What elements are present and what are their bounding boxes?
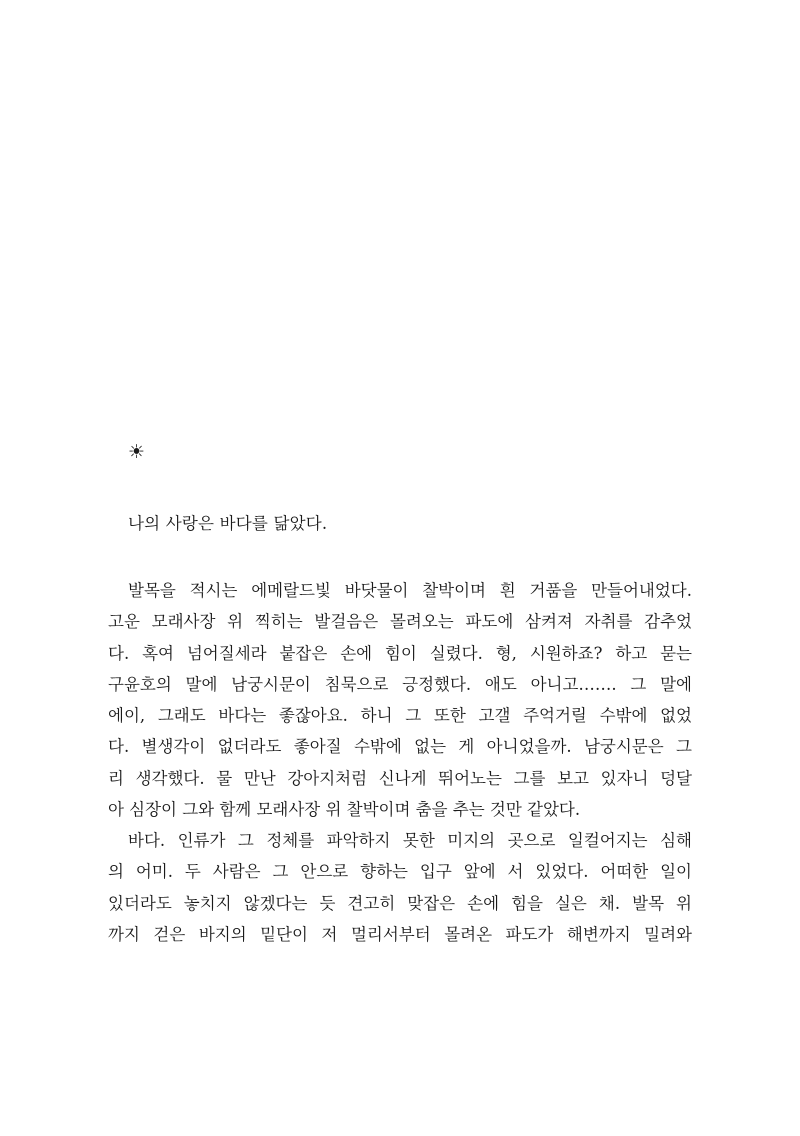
body-line: 발목을 적시는 에메랄드빛 바닷물이 찰박이며 흰 거품을 만들어내었다. xyxy=(128,581,692,600)
body-line: 의 어미. 두 사람은 그 안으로 향하는 입구 앞에 서 있었다. 어떠한 일이 xyxy=(108,862,692,882)
body-line: 고운 모래사장 위 찍히는 발걸음은 몰려오는 파도에 삼켜져 자취를 감추었 xyxy=(108,612,692,632)
body-line: 리 생각했다. 물 만난 강아지처럼 신나게 뛰어노는 그를 보고 있자니 덩달 xyxy=(108,768,692,788)
body-line: 다. 혹여 넘어질세라 붙잡은 손에 힘이 실렸다. 형, 시원하죠? 하고 묻는 xyxy=(108,643,692,663)
body-line: 에이, 그래도 바다는 좋잖아요. 하니 그 또한 고갤 주억거릴 수밖에 없었 xyxy=(108,706,692,725)
body-line: 구윤호의 말에 남궁시문이 침묵으로 긍정했다. 애도 아니고……. 그 말에 xyxy=(108,674,692,694)
body-line: 다. 별생각이 없더라도 좋아질 수밖에 없는 게 아니었을까. 남궁시문은 그 xyxy=(108,737,692,757)
body-line: 있더라도 놓치지 않겠다는 듯 견고히 맞잡은 손에 힘을 실은 채. 발목 위 xyxy=(108,893,692,913)
body-text xyxy=(108,575,692,950)
body-line: 까지 걷은 바지의 밑단이 저 멀리서부터 몰려온 파도가 해변까지 밀려와 xyxy=(108,924,692,944)
body-line: 아 심장이 그와 함께 모래사장 위 찰박이며 춤을 추는 것만 같았다. xyxy=(108,799,581,819)
epigraph: 나의 사랑은 바다를 닮았다. xyxy=(128,514,328,533)
body-line: 바다. 인류가 그 정체를 파악하지 못한 미지의 곳으로 일컬어지는 심해 xyxy=(128,831,692,850)
sun-icon: ☀ xyxy=(128,441,146,463)
document-page xyxy=(108,0,692,1136)
